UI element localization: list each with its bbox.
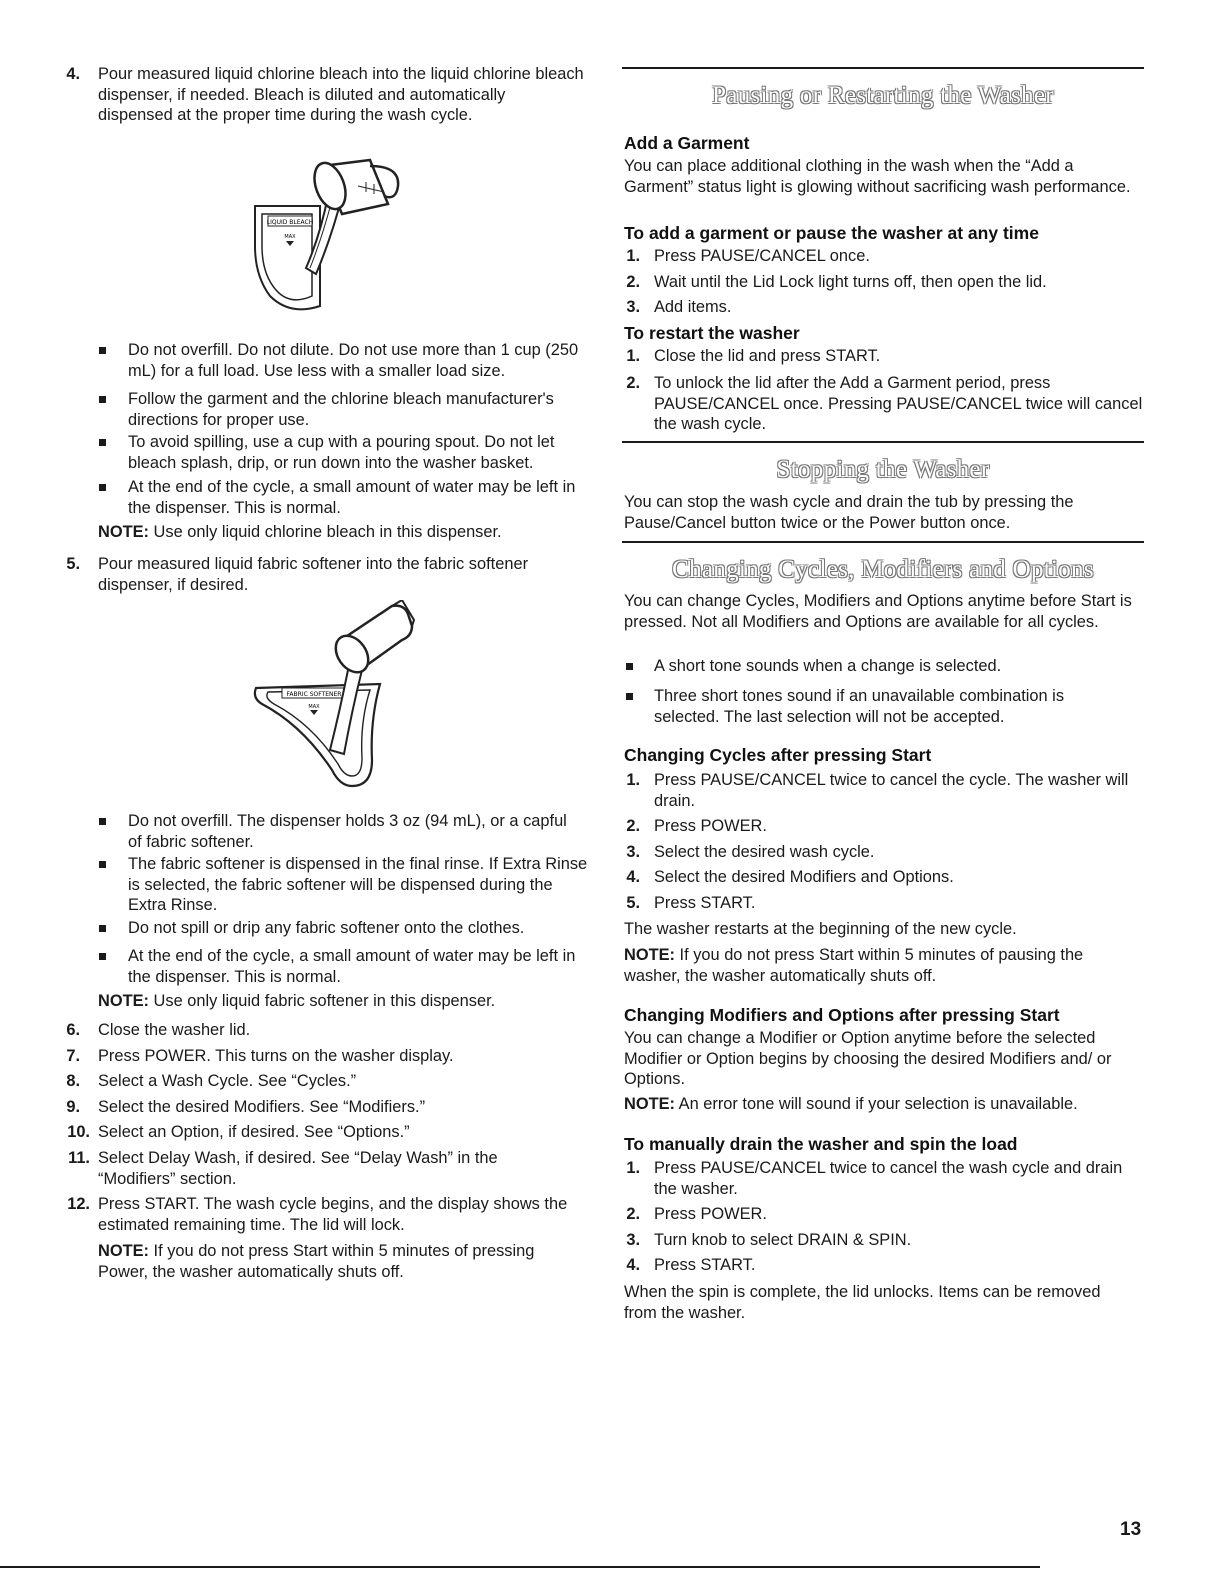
section-divider <box>622 67 1144 69</box>
bullet-text: Do not overfill. The dispenser holds 3 oz (94 mL), or a capful of fabric softener. <box>128 812 567 851</box>
bullet-text: Three short tones sound if an unavailable combination is selected. The last selection will not be accepted. <box>654 687 1065 726</box>
note-label: NOTE: <box>98 992 149 1010</box>
section-divider <box>622 541 1144 543</box>
bullet-text: To avoid spilling, use a cup with a pouring spout. Do not let bleach splash, drip, or run down into the washer basket. <box>128 433 555 472</box>
step-number: 2. <box>626 817 640 835</box>
max-label: MAX <box>284 234 296 240</box>
step-4-text: Pour measured liquid chlorine bleach into the liquid chlorine bleach dispenser, if needed. Bleach is diluted and automatically dispensed at the proper time during the wash cycle. <box>98 65 584 124</box>
step-text: Press START. The wash cycle begins, and the display shows the estimated remaining time. The lid will lock. <box>98 1195 568 1234</box>
dispenser-label: FABRIC SOFTENER <box>286 691 342 698</box>
step-text: Wait until the Lid Lock light turns off, then open the lid. <box>654 273 1047 291</box>
step-number: 4. <box>626 868 640 886</box>
bullet-marker <box>99 953 106 960</box>
step-number: 11. <box>68 1149 90 1167</box>
step-text: To unlock the lid after the Add a Garment period, press PAUSE/CANCEL once. Pressing PAUSE/CANCEL twice will cancel the wash cycle. <box>654 374 1143 433</box>
step-number: 2. <box>626 374 640 392</box>
note-text: Use only liquid fabric softener in this dispenser. <box>149 992 496 1010</box>
note-label: NOTE: <box>98 1242 149 1260</box>
cycles-after-text: The washer restarts at the beginning of the new cycle. <box>624 920 1017 938</box>
step-text: Press START. <box>654 1256 756 1274</box>
note-label: NOTE: <box>98 523 149 541</box>
section-title-changing: Changing Cycles, Modifiers and Options <box>672 556 1094 583</box>
note-paragraph <box>624 945 1142 986</box>
section-title-stopping: Stopping the Washer <box>776 456 990 483</box>
bullet-text: At the end of the cycle, a small amount of water may be left in the dispenser. This is normal. <box>128 947 576 986</box>
step-number: 5. <box>626 894 640 912</box>
step-number: 3. <box>626 298 640 316</box>
bullet-text: At the end of the cycle, a small amount of water may be left in the dispenser. This is normal. <box>128 478 576 517</box>
bullet-marker <box>626 663 633 670</box>
step-text: Select the desired wash cycle. <box>654 843 875 861</box>
bullet-marker <box>99 439 106 446</box>
step-number: 5. <box>66 555 80 573</box>
bullet-text: Do not spill or drip any fabric softener onto the clothes. <box>128 919 525 937</box>
step-number: 2. <box>626 1205 640 1223</box>
note-label: NOTE: <box>624 1095 675 1113</box>
bullet-marker <box>99 484 106 491</box>
add-garment-text: You can place additional clothing in the wash when the “Add a Garment” status light is glowing without sacrificing wash performance. <box>624 157 1131 196</box>
bleach-dispenser-illustration <box>250 156 420 316</box>
bullet-text: The fabric softener is dispensed in the final rinse. If Extra Rinse is selected, the fabric softener will be dispensed during the Extra Rinse. <box>128 855 588 914</box>
changing-cycles-heading: Changing Cycles after pressing Start <box>624 745 932 765</box>
step-number: 12. <box>67 1195 90 1213</box>
pause-heading: To add a garment or pause the washer at any time <box>624 223 1039 243</box>
step-number: 9. <box>66 1098 80 1116</box>
step-number: 3. <box>626 1231 640 1249</box>
step-text: Press PAUSE/CANCEL twice to cancel the cycle. The washer will drain. <box>654 771 1129 810</box>
step-text: Press POWER. <box>654 817 767 835</box>
note-text: If you do not press Start within 5 minutes of pausing the washer, the washer automatically shuts off. <box>624 946 1084 985</box>
changing-text: You can change Cycles, Modifiers and Options anytime before Start is pressed. Not all Modifiers and Options are available for all cycles. <box>624 592 1132 631</box>
step-number: 1. <box>626 1159 640 1177</box>
note-text: If you do not press Start within 5 minutes of pressing Power, the washer automatically shuts off. <box>98 1242 535 1281</box>
step-text: Select Delay Wash, if desired. See “Delay Wash” in the “Modifiers” section. <box>98 1149 498 1188</box>
step-number: 10. <box>67 1123 90 1141</box>
note-paragraph <box>98 991 588 1012</box>
add-garment-heading: Add a Garment <box>624 133 750 153</box>
section-title-pausing: Pausing or Restarting the Washer <box>712 82 1054 109</box>
note-paragraph <box>624 1094 1142 1115</box>
step-number: 7. <box>66 1047 80 1065</box>
bullet-marker <box>99 818 106 825</box>
restart-heading: To restart the washer <box>624 323 800 343</box>
dispenser-label: LIQUID BLEACH <box>266 219 314 226</box>
bullet-marker <box>626 693 633 700</box>
modifiers-text: You can change a Modifier or Option anytime before the selected Modifier or Option begins by choosing the desired Modifiers and/ or Options. <box>624 1029 1112 1088</box>
step-text: Close the washer lid. <box>98 1021 251 1039</box>
bullet-text: A short tone sounds when a change is selected. <box>654 657 1002 675</box>
step-text: Press PAUSE/CANCEL twice to cancel the wash cycle and drain the washer. <box>654 1159 1123 1198</box>
step-5-text: Pour measured liquid fabric softener into the fabric softener dispenser, if desired. <box>98 555 529 594</box>
drain-after-text: When the spin is complete, the lid unlocks. Items can be removed from the washer. <box>624 1283 1101 1322</box>
step-number: 4. <box>626 1256 640 1274</box>
step-number: 6. <box>66 1021 80 1039</box>
stopping-text: You can stop the wash cycle and drain the tub by pressing the Pause/Cancel button twice or the Power button once. <box>624 493 1074 532</box>
step-text: Select the desired Modifiers. See “Modifiers.” <box>98 1098 426 1116</box>
step-number: 1. <box>626 771 640 789</box>
page-number: 13 <box>1120 1519 1142 1540</box>
step-text: Select the desired Modifiers and Options. <box>654 868 954 886</box>
bullet-text: Follow the garment and the chlorine bleach manufacturer's directions for proper use. <box>128 390 554 429</box>
step-text: Press POWER. This turns on the washer display. <box>98 1047 454 1065</box>
bullet-marker <box>99 925 106 932</box>
note-paragraph <box>98 1241 588 1282</box>
step-text: Select an Option, if desired. See “Options.” <box>98 1123 410 1141</box>
step-number: 1. <box>626 247 640 265</box>
note-text: An error tone will sound if your selection is unavailable. <box>675 1095 1078 1113</box>
step-number: 1. <box>626 347 640 365</box>
step-number: 8. <box>66 1072 80 1090</box>
changing-modifiers-heading: Changing Modifiers and Options after pressing Start <box>624 1005 1060 1025</box>
step-text: Press POWER. <box>654 1205 767 1223</box>
step-number: 3. <box>626 843 640 861</box>
section-divider <box>622 441 1144 443</box>
step-text: Close the lid and press START. <box>654 347 881 365</box>
note-label: NOTE: <box>624 946 675 964</box>
page-bottom-rule <box>0 1566 1040 1568</box>
note-text: Use only liquid chlorine bleach in this dispenser. <box>149 523 502 541</box>
note-paragraph <box>98 522 588 543</box>
step-text: Add items. <box>654 298 732 316</box>
step-text: Turn knob to select DRAIN & SPIN. <box>654 1231 912 1249</box>
fabric-softener-dispenser-illustration <box>252 600 422 790</box>
bullet-marker <box>99 861 106 868</box>
step-number: 2. <box>626 273 640 291</box>
bullet-text: Do not overfill. Do not dilute. Do not use more than 1 cup (250 mL) for a full load. Use less with a smaller load size. <box>128 341 579 380</box>
drain-heading: To manually drain the washer and spin the load <box>624 1134 1018 1154</box>
step-number: 4. <box>66 65 80 83</box>
step-text: Press PAUSE/CANCEL once. <box>654 247 870 265</box>
step-text: Select a Wash Cycle. See “Cycles.” <box>98 1072 357 1090</box>
bullet-marker <box>99 347 106 354</box>
max-label: MAX <box>308 704 320 710</box>
bullet-marker <box>99 396 106 403</box>
step-text: Press START. <box>654 894 756 912</box>
